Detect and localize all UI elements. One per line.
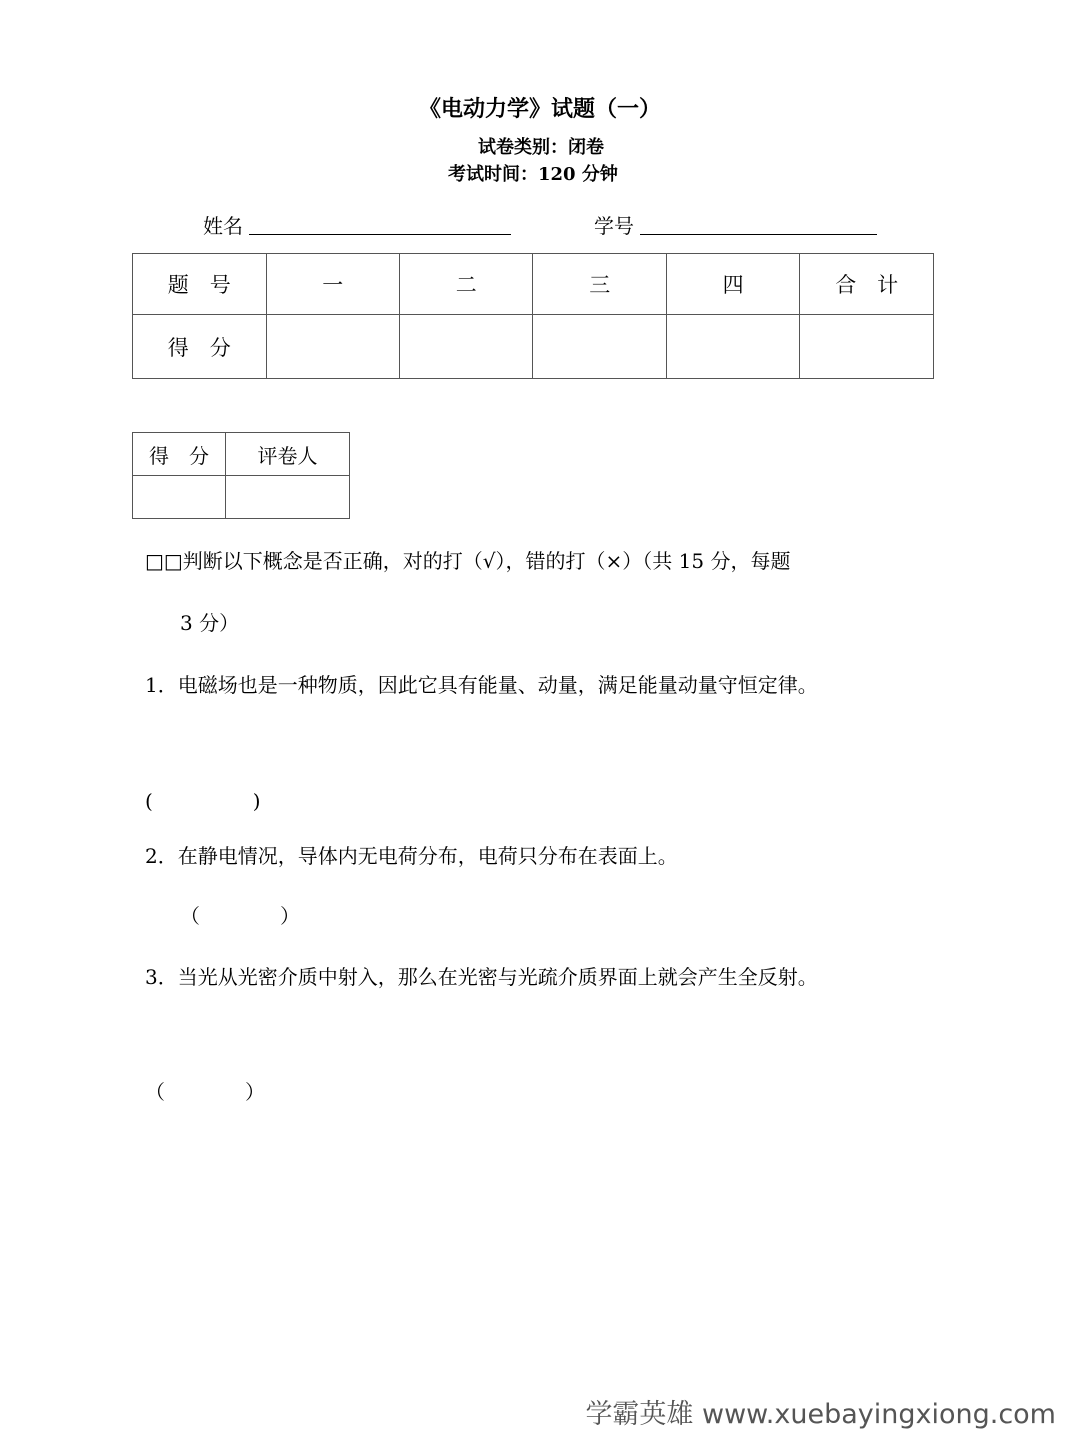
watermark: 学霸英雄 www.xuebayingxiong.com [585,1399,1056,1430]
score-input-cell[interactable] [266,315,399,379]
table-row [133,476,350,519]
table-row [133,254,934,315]
table-row [133,315,934,379]
section-heading: □□判断以下概念是否正确，对的打（√），错的打（×）（共 15 分，每题 [145,549,791,573]
score-input-cell[interactable] [666,315,799,379]
table-cell: 题 号 [133,254,267,315]
table-cell: 得 分 [133,433,226,476]
table-cell: 二 [400,254,533,315]
answer-blank-3[interactable]: （ ） [145,1080,265,1104]
section-heading-cont: 3 分） [180,611,240,635]
table-cell: 一 [266,254,399,315]
question-1: 1．电磁场也是一种物质，因此它具有能量、动量，满足能量动量守恒定律。 [145,673,818,697]
answer-blank-2[interactable]: （ ） [180,904,300,928]
score-table [132,253,934,379]
score-input-cell[interactable] [800,315,934,379]
score-input-cell[interactable] [400,315,533,379]
grader-input-cell[interactable] [226,476,350,519]
question-3: 3．当光从光密介质中射入，那么在光密与光疏介质界面上就会产生全反射。 [145,965,818,989]
table-row [133,433,350,476]
exam-type: 试卷类别：闭卷 [478,137,604,158]
student-id-label: 学号 [594,214,634,238]
name-label: 姓名 [203,214,243,238]
table-cell: 得 分 [133,315,267,379]
table-cell: 评卷人 [226,433,350,476]
table-cell: 合 计 [800,254,934,315]
student-id-blank[interactable] [640,234,877,235]
question-2: 2．在静电情况，导体内无电荷分布，电荷只分布在表面上。 [145,844,678,868]
exam-title: 《电动力学》试题（一） [418,96,661,122]
grader-table [132,432,350,519]
score-input-cell[interactable] [533,315,666,379]
table-cell: 四 [666,254,799,315]
exam-time: 考试时间：120 分钟 [448,164,618,185]
table-cell: 三 [533,254,666,315]
name-blank[interactable] [249,234,511,235]
answer-blank-1[interactable]: ( ) [145,789,261,813]
score-input-cell[interactable] [133,476,226,519]
